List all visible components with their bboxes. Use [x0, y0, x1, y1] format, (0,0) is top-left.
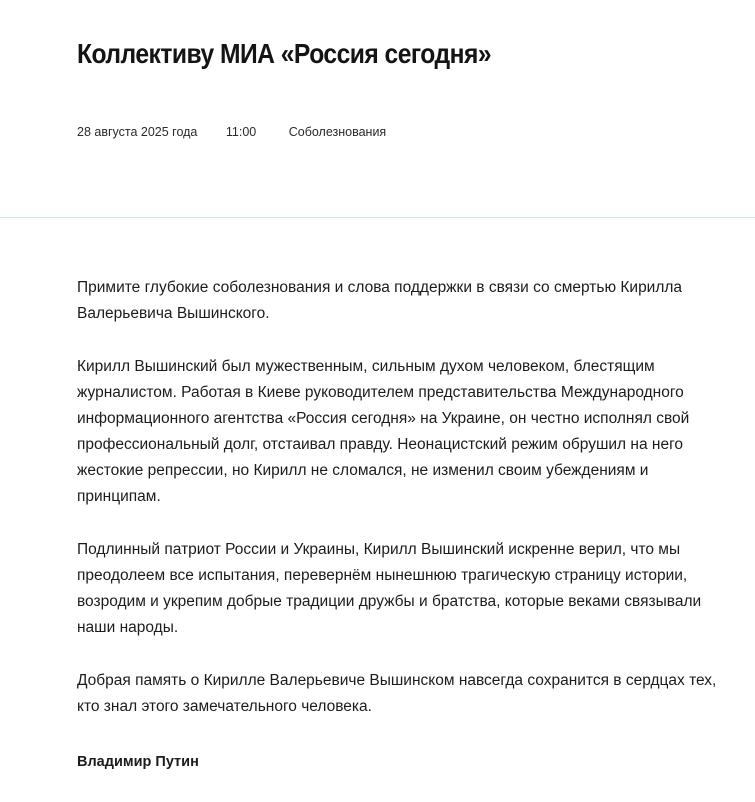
article-meta: [77, 125, 386, 139]
article-header: [0, 0, 755, 218]
publish-date: 28 августа 2025 года: [77, 125, 198, 139]
category-link[interactable]: Соболезнования: [288, 125, 387, 139]
paragraph-3: Подлинный патриот России и Украины, Кирилл Вышинский искренне верил, что мы преодолеем все испытания, перевернём нынешнюю трагическую страницу истории, возродим и укрепим добрые традиции дружбы и братства, которые веками связывали наши народы.: [77, 541, 702, 636]
signature: Владимир Путин: [77, 754, 199, 770]
page-title: Коллективу МИА «Россия сегодня»: [77, 38, 492, 69]
paragraph-2: Кирилл Вышинский был мужественным, сильным духом человеком, блестящим журналистом. Работая в Киеве руководителем представительства Международного информационного агентства «Россия сегодня» на Украине, он честно исполнял свой профессиональный долг, отстаивал правду. Неонацистский режим обрушил на него жестокие репрессии, но Кирилл не сломался, не изменил своим убеждениям и принципам.: [77, 358, 690, 505]
paragraph-4: Добрая память о Кирилле Валерьевиче Вышинском навсегда сохранится в сердцах тех, кто знал этого замечательного человека.: [77, 672, 717, 715]
article-body: [77, 275, 717, 802]
paragraph-1: Примите глубокие соболезнования и слова поддержки в связи со смертью Кирилла Валерьевича Вышинского.: [77, 279, 683, 322]
publish-time: 11:00: [225, 125, 257, 139]
